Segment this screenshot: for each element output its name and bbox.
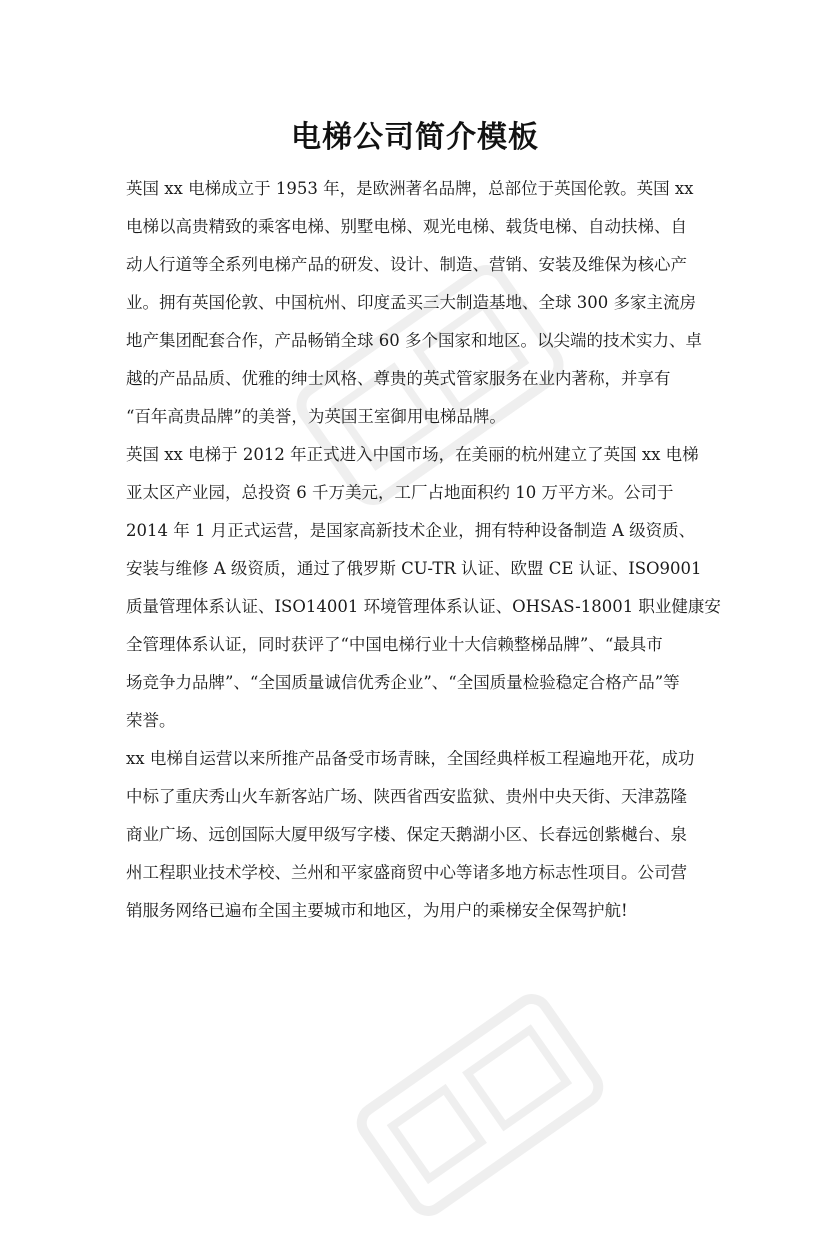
text-line: 商业广场、远创国际大厦甲级写字楼、保定天鹅湖小区、长春远创紫樾台、泉 (126, 825, 687, 844)
page-title: 电梯公司简介模板 (291, 120, 539, 155)
text-line: 质量管理体系认证、ISO14001 环境管理体系认证、OHSAS-18001 职业健康安 (126, 597, 721, 616)
text-line: 地产集团配套合作，产品畅销全球 60 多个国家和地区。以尖端的技术实力、卓 (126, 331, 702, 350)
text-line: 销服务网络已遍布全国主要城市和地区，为用户的乘梯安全保驾护航! (126, 901, 628, 920)
text-line: 2014 年 1 月正式运营，是国家高新技术企业，拥有特种设备制造 A 级资质、 (126, 521, 696, 540)
text-line: 亚太区产业园，总投资 6 千万美元，工厂占地面积约 10 万平方米。公司于 (126, 483, 674, 502)
text-line: “百年高贵品牌”的美誉，为英国王室御用电梯品牌。 (126, 407, 506, 426)
body-text (126, 170, 721, 930)
text-line: 州工程职业技术学校、兰州和平家盛商贸中心等诸多地方标志性项目。公司营 (126, 863, 687, 882)
text-line: 英国 xx 电梯于 2012 年正式进入中国市场，在美丽的杭州建立了英国 xx 电梯 (126, 445, 699, 464)
text-line: 动人行道等全系列电梯产品的研发、设计、制造、营销、安装及维保为核心产 (126, 255, 687, 274)
text-line: xx 电梯自运营以来所推产品备受市场青睐，全国经典样板工程遍地开花，成功 (126, 749, 695, 768)
text-line: 荣誉。 (126, 711, 176, 730)
text-line: 英国 xx 电梯成立于 1953 年，是欧洲著名品牌，总部位于英国伦敦。英国 xx (126, 179, 694, 198)
text-line: 中标了重庆秀山火车新客站广场、陕西省西安监狱、贵州中央天街、天津荔隆 (126, 787, 687, 806)
text-line: 越的产品品质、优雅的绅士风格、尊贵的英式管家服务在业内著称，并享有 (126, 369, 671, 388)
text-line: 安装与维修 A 级资质，通过了俄罗斯 CU-TR 认证、欧盟 CE 认证、ISO9001 (126, 559, 702, 578)
watermark-icon (339, 975, 622, 1235)
text-line: 电梯以高贵精致的乘客电梯、别墅电梯、观光电梯、载货电梯、自动扶梯、自 (126, 217, 687, 236)
text-line: 场竞争力品牌”、“全国质量诚信优秀企业”、“全国质量检验稳定合格产品”等 (126, 673, 680, 692)
text-line: 业。拥有英国伦敦、中国杭州、印度孟买三大制造基地、全球 300 多家主流房 (126, 293, 696, 312)
text-line: 全管理体系认证，同时获评了“中国电梯行业十大信赖整梯品牌”、“最具市 (126, 635, 663, 654)
